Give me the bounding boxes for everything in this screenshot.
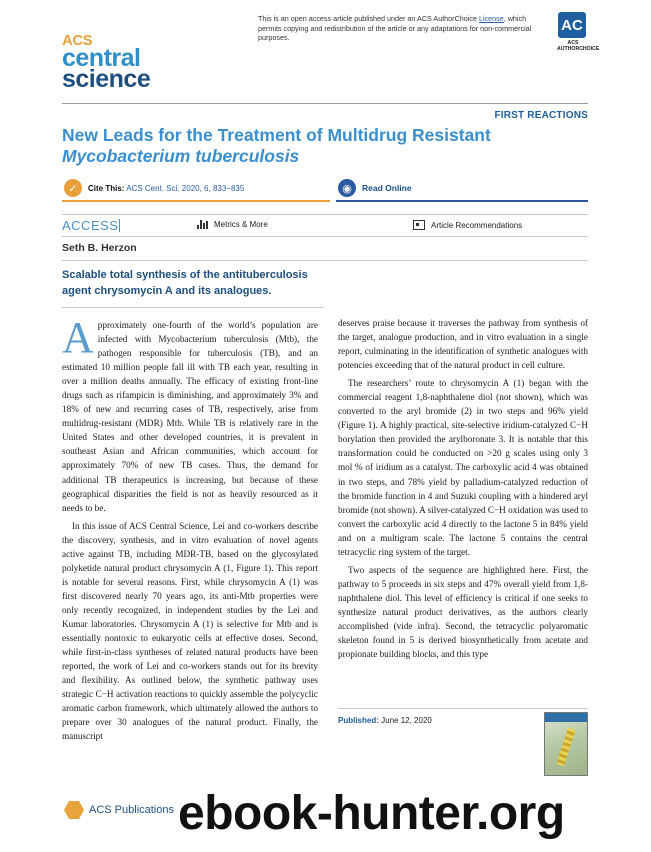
title-line-1: New Leads for the Treatment of Multidrug Resistant — [62, 125, 491, 145]
checkmark-icon: ✓ — [64, 179, 82, 197]
cite-reference[interactable]: ACS Cent. Sci. 2020, 6, 833−835 — [126, 183, 245, 193]
section-tag: FIRST REACTIONS — [494, 110, 588, 121]
logo-acs: ACS — [62, 32, 93, 49]
read-online-underline — [336, 200, 588, 202]
license-link[interactable]: License — [478, 14, 504, 23]
access-rule-bottom — [62, 236, 588, 237]
abstract-rule — [62, 307, 324, 308]
paragraph-intro — [62, 313, 318, 515]
access-divider — [119, 219, 120, 232]
cite-underline — [62, 200, 330, 202]
oa-notice-text: This is an open access article published under an ACS AuthorChoice — [258, 14, 479, 23]
oa-notice-text-2: , which permits copying and redistribution of the article or any adaptations for non-commercial purposes. — [258, 14, 532, 42]
paragraph-2: In this issue of ACS Central Science, Lei and co-workers describe the discovery, synthesis, and in vitro evaluation of novel agents active against TB, including MDR-TB, based on the glycosylated polyketide natural product chrysomycin A (1, Figure 1). This report is notable for several reasons. First, while chrysomycin A (1) was first discovered nearly 70 years ago, its anti-Mtb properties were only recently recognized, in independent studies by the Lei and Kumar laboratories. Chrysomycin A (1) is selective for Mtb and is essentially nontoxic to eukaryotic cells at effective doses. Second, while first-in-class syntheses of related natural products have been reported, the work of Lei and co-workers stands out for its brevity and flexibility. As outlined below, the synthetic pathway uses strategic C−H activation reactions to quickly assemble the polycyclic aromatic carbon framework, which ultimately allowed the authors to prepare over 30 analogues of the natural product. Finally, the manuscript — [62, 520, 318, 742]
document-icon — [413, 220, 425, 230]
metrics-link[interactable] — [197, 220, 268, 229]
globe-icon: ◉ — [338, 179, 356, 197]
acs-publications-logo — [64, 800, 174, 820]
paragraph-1-text: pproximately one-fourth of the world’s population are infected with Mycobacterium tuberculosis (Mtb), the pathogen responsible for tuberculosis (TB), and an estimated 10 million people fall ill with TB each year, resulting in over a million deaths annually. The efficacy of existing front-line drugs such as rifampicin is diminishing, and approximately 3% and 18% of new and recurring cases of TB, respectively, arise from multidrug-resistant (MDR) Mtb. While TB is relatively rare in the United States and other developed countries, it is prevalent in southeast Asian and African communities, which account for approximately 70% of new TB cases. Thus, the demand for additional TB therapeutics is increasing, but because of these geographical disparities the field is not as heavily resourced as it needs to be. — [62, 320, 318, 513]
title-line-2: Mycobacterium tuberculosis — [62, 146, 300, 166]
cite-label: Cite This: — [88, 183, 125, 193]
journal-cover-thumbnail[interactable] — [544, 712, 588, 776]
read-online-label: Read Online — [362, 183, 412, 193]
body-right-column — [338, 316, 588, 661]
paragraph-r1: deserves praise because it traverses the pathway from synthesis of the target, analogue production, and in vitro evaluation in a single report, culminating in the identification of synthetic analogues with potencies exceeding that of the natural product in cell culture. — [338, 318, 588, 371]
drop-cap: A — [62, 313, 94, 362]
authorchoice-label: ACS AUTHORCHOICE — [557, 40, 600, 52]
cover-header-band — [545, 713, 587, 722]
bar-chart-icon — [197, 220, 208, 229]
header-rule — [62, 103, 588, 104]
paragraph-r3: Two aspects of the sequence are highlighted here. First, the pathway to 5 proceeds in six steps and 47% overall yield from 1,8-naphthalene diol. This level of efficiency is critical if one seeks to synthesize natural product derivatives, as the authors clearly accomplished (vide infra). Second, the tetracyclic polyaromatic skeleton found in 5 is derived biosynthetically from acetate and propionate building blocks, and this type — [338, 564, 588, 660]
published-date — [338, 716, 432, 725]
abstract: Scalable total synthesis of the antituberculosis agent chrysomycin A and its analogues. — [62, 269, 308, 297]
published-label: Published: — [338, 716, 379, 725]
logo-central: central — [62, 44, 141, 72]
article-title — [62, 125, 588, 167]
author-name[interactable]: Seth B. Herzon — [62, 242, 137, 254]
publisher-name: ACS Publications — [89, 804, 174, 816]
access-label: ACCESS — [62, 218, 119, 233]
body-left-column — [62, 313, 318, 743]
acs-hexagon-icon — [64, 800, 84, 820]
watermark-text: ebook-hunter.org — [178, 787, 565, 840]
authorchoice-badge — [557, 12, 600, 52]
paragraph-r2: The researchers’ route to chrysomycin A (1) began with the commercial reagent 1,8-naphthalene diol (not shown), which was converted to the aryl bromide (2) in two steps and 96% yield (Figure 1). A highly practical, site-selective iridium-catalyzed C−H borylation then provided the arylboronate 3. It is notable that this transformation could be conducted on >20 g scales using only 3 mol % of iridium as a catalyst. The carboxylic acid 4 was obtained in two steps, and 78% yield by palladium-catalyzed reduction of the bromide function in 4 and Suzuki coupling with a hindered aryl bromide (not shown). A silver-catalyzed C−H oxidation was used to convert the carboxylic acid 4 directly to the lactone 5 in 84% yield and on a multigram scale. The lactone 5 contains the central tetracyclic ring system of the target. — [338, 378, 588, 557]
author-rule — [62, 260, 588, 261]
metrics-label: Metrics & More — [214, 220, 268, 229]
read-online-button[interactable] — [338, 179, 412, 197]
published-rule — [338, 708, 588, 709]
authorchoice-icon: AC — [558, 12, 586, 38]
recommendations-label: Article Recommendations — [431, 220, 523, 230]
recommendations-link[interactable] — [413, 220, 522, 230]
journal-logo — [62, 32, 151, 93]
logo-science: science — [62, 65, 151, 93]
open-access-notice — [258, 14, 548, 43]
cite-this[interactable] — [64, 179, 244, 197]
cite-text — [88, 184, 244, 193]
access-rule-top — [62, 214, 588, 215]
cover-artwork — [556, 728, 575, 767]
published-value: June 12, 2020 — [381, 716, 432, 725]
